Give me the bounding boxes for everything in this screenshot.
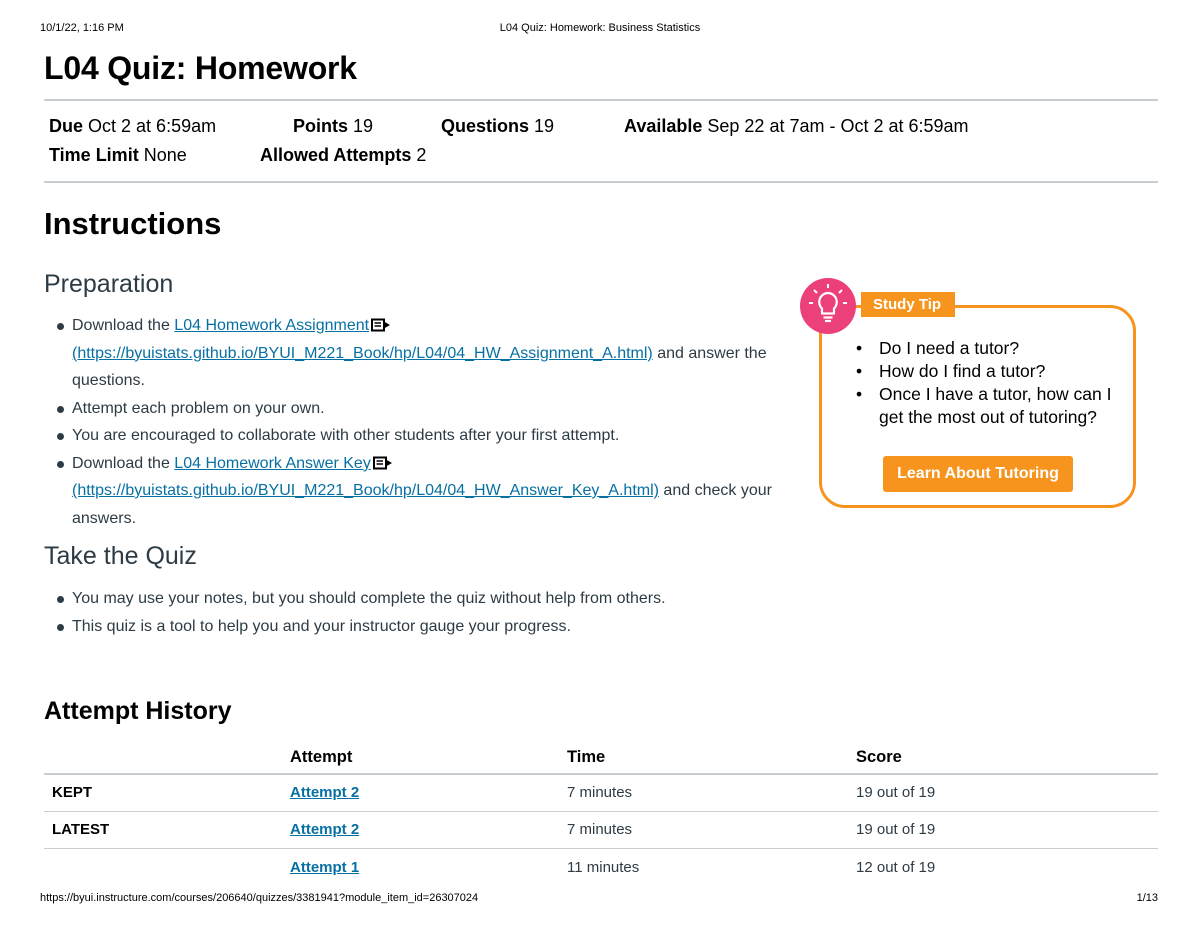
list-item: Download the L04 Homework Answer Key (https://byuistats.github.io/BYUI_M221_Book/hp/L04/04_HW_Answer_Key_A.html) and check your answers.: [72, 450, 772, 533]
questions-value: 19: [534, 116, 555, 136]
time-limit-detail: [49, 145, 187, 166]
take-quiz-heading: Take the Quiz: [44, 542, 197, 570]
questions-label: Questions: [441, 116, 530, 136]
attempt-link[interactable]: Attempt 2: [290, 821, 360, 838]
due-label: Due: [49, 116, 84, 136]
homework-assignment-link[interactable]: L04 Homework Assignment: [174, 317, 370, 334]
attempt-score: 19 out of 19: [856, 784, 936, 801]
external-link-icon: [371, 318, 391, 332]
page-number: 1/13: [1136, 892, 1158, 904]
attempt-time: 11 minutes: [567, 859, 640, 876]
points-label: Points: [293, 116, 349, 136]
row-label: LATEST: [52, 821, 110, 838]
attempt-link[interactable]: Attempt 1: [290, 859, 360, 876]
table-header-divider: [44, 773, 1158, 775]
print-datetime: 10/1/22, 1:16 PM: [40, 22, 124, 34]
attempt-history-heading: Attempt History: [44, 697, 232, 725]
due-value: Oct 2 at 6:59am: [88, 116, 217, 136]
answer-key-url[interactable]: (https://byuistats.github.io/BYUI_M221_Book/hp/L04/04_HW_Answer_Key_A.html): [72, 482, 659, 499]
time-limit-label: Time Limit: [49, 145, 139, 165]
list-item: • How do I find a tutor?: [854, 360, 1114, 383]
attempt-score: 19 out of 19: [856, 821, 936, 838]
time-limit-value: None: [143, 145, 187, 165]
row-divider: [44, 811, 1158, 812]
learn-about-tutoring-button[interactable]: Learn About Tutoring: [883, 456, 1073, 492]
due-detail: [49, 116, 216, 137]
allowed-attempts-label: Allowed Attempts: [260, 145, 412, 165]
external-link-icon: [373, 456, 393, 470]
row-divider: [44, 848, 1158, 849]
list-item: Attempt each problem on your own.: [72, 395, 772, 423]
available-detail: [624, 116, 969, 137]
points-detail: [293, 116, 373, 137]
allowed-attempts-value: 2: [416, 145, 427, 165]
homework-assignment-url[interactable]: (https://byuistats.github.io/BYUI_M221_Book/hp/L04/04_HW_Assignment_A.html): [72, 344, 653, 362]
column-header-attempt: Attempt: [290, 748, 353, 766]
list-item: You may use your notes, but you should complete the quiz without help from others.: [72, 585, 772, 613]
allowed-attempts-detail: [260, 145, 426, 166]
preparation-list: [72, 312, 772, 532]
available-label: Available: [624, 116, 703, 136]
page-title: L04 Quiz: Homework: [44, 50, 357, 86]
attempt-time: 7 minutes: [567, 784, 633, 801]
study-tip-tag: Study Tip: [861, 292, 955, 317]
questions-detail: [441, 116, 554, 137]
row-label: KEPT: [52, 784, 93, 801]
list-item: Download the L04 Homework Assignment (https://byuistats.github.io/BYUI_M221_Book/hp/L04/04_HW_Assignment_A.html) and answer the questions.: [72, 312, 772, 395]
lightbulb-icon: [799, 277, 857, 335]
print-url: https://byui.instructure.com/courses/206640/quizzes/3381941?module_item_id=26307024: [40, 892, 479, 904]
list-item: You are encouraged to collaborate with other students after your first attempt.: [72, 422, 772, 450]
study-tip-list: [854, 337, 1114, 429]
points-value: 19: [353, 116, 374, 136]
list-item: This quiz is a tool to help you and your instructor gauge your progress.: [72, 613, 772, 641]
divider: [44, 99, 1158, 101]
list-item: • Once I have a tutor, how can I get the most out of tutoring?: [854, 383, 1114, 429]
answer-key-link[interactable]: L04 Homework Answer Key: [174, 454, 371, 472]
column-header-score: Score: [856, 748, 902, 766]
instructions-heading: Instructions: [44, 206, 222, 241]
attempt-score: 12 out of 19: [856, 859, 936, 876]
preparation-heading: Preparation: [44, 270, 174, 298]
divider: [44, 181, 1158, 183]
print-header: [40, 22, 1160, 38]
attempt-time: 7 minutes: [567, 821, 633, 838]
available-value: Sep 22 at 7am - Oct 2 at 6:59am: [707, 116, 969, 136]
column-header-time: Time: [567, 748, 606, 766]
print-doc-title: L04 Quiz: Homework: Business Statistics: [499, 22, 701, 34]
attempt-link[interactable]: Attempt 2: [290, 784, 360, 801]
take-quiz-list: [72, 585, 772, 640]
list-item: • Do I need a tutor?: [854, 337, 1114, 360]
